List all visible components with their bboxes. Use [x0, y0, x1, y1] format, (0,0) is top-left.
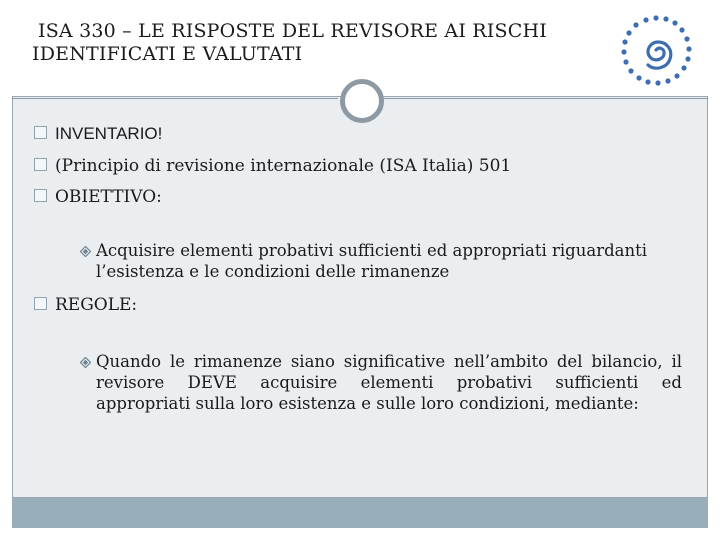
bullet-principio: [34, 155, 511, 177]
slide-title: [32, 20, 592, 66]
square-bullet-icon: [34, 158, 47, 171]
ring-ornament: [340, 79, 384, 123]
sub-bullet-line-2: revisore DEVE acquisire elementi probativi sufficienti ed: [96, 373, 682, 392]
sub-bullet-line-1: Acquisire elementi probativi sufficienti ed appropriati riguardanti: [96, 241, 648, 260]
square-bullet-icon: [34, 126, 47, 139]
sub-bullet-line-3: appropriati sulla loro esistenza e sulle loro condizioni, mediante:: [96, 394, 639, 413]
sub-bullet-text: [96, 240, 696, 282]
diamond-bullet-icon: [80, 246, 91, 257]
sub-bullet-line-2: l’esistenza e le condizioni delle rimanenze: [96, 262, 450, 281]
bullet-text: OBIETTIVO:: [55, 187, 162, 207]
square-bullet-icon: [34, 297, 47, 310]
bullet-text: REGOLE:: [55, 295, 138, 315]
bullet-regole: [34, 294, 137, 316]
bullet-obiettivo: [34, 186, 162, 208]
bullet-text: (Principio di revisione internazionale (ISA Italia) 501: [55, 156, 512, 176]
bullet-inventario: [34, 123, 162, 145]
header-divider-left: [12, 98, 338, 99]
diamond-bullet-icon: [80, 357, 91, 368]
title-line-2: IDENTIFICATI E VALUTATI: [32, 43, 303, 65]
sub-bullet-line-1: Quando le rimanenze siano significative nell’ambito del bilancio, il: [96, 352, 682, 371]
square-bullet-icon: [34, 189, 47, 202]
title-line-1: ISA 330 – LE RISPOSTE DEL REVISORE AI RISCHI: [38, 20, 547, 42]
header-divider-right: [384, 98, 708, 99]
footer-bar: [12, 498, 708, 528]
bullet-text: INVENTARIO!: [55, 124, 163, 143]
spiral-sun-icon: [616, 12, 696, 90]
sub-bullet-text: [96, 351, 682, 414]
